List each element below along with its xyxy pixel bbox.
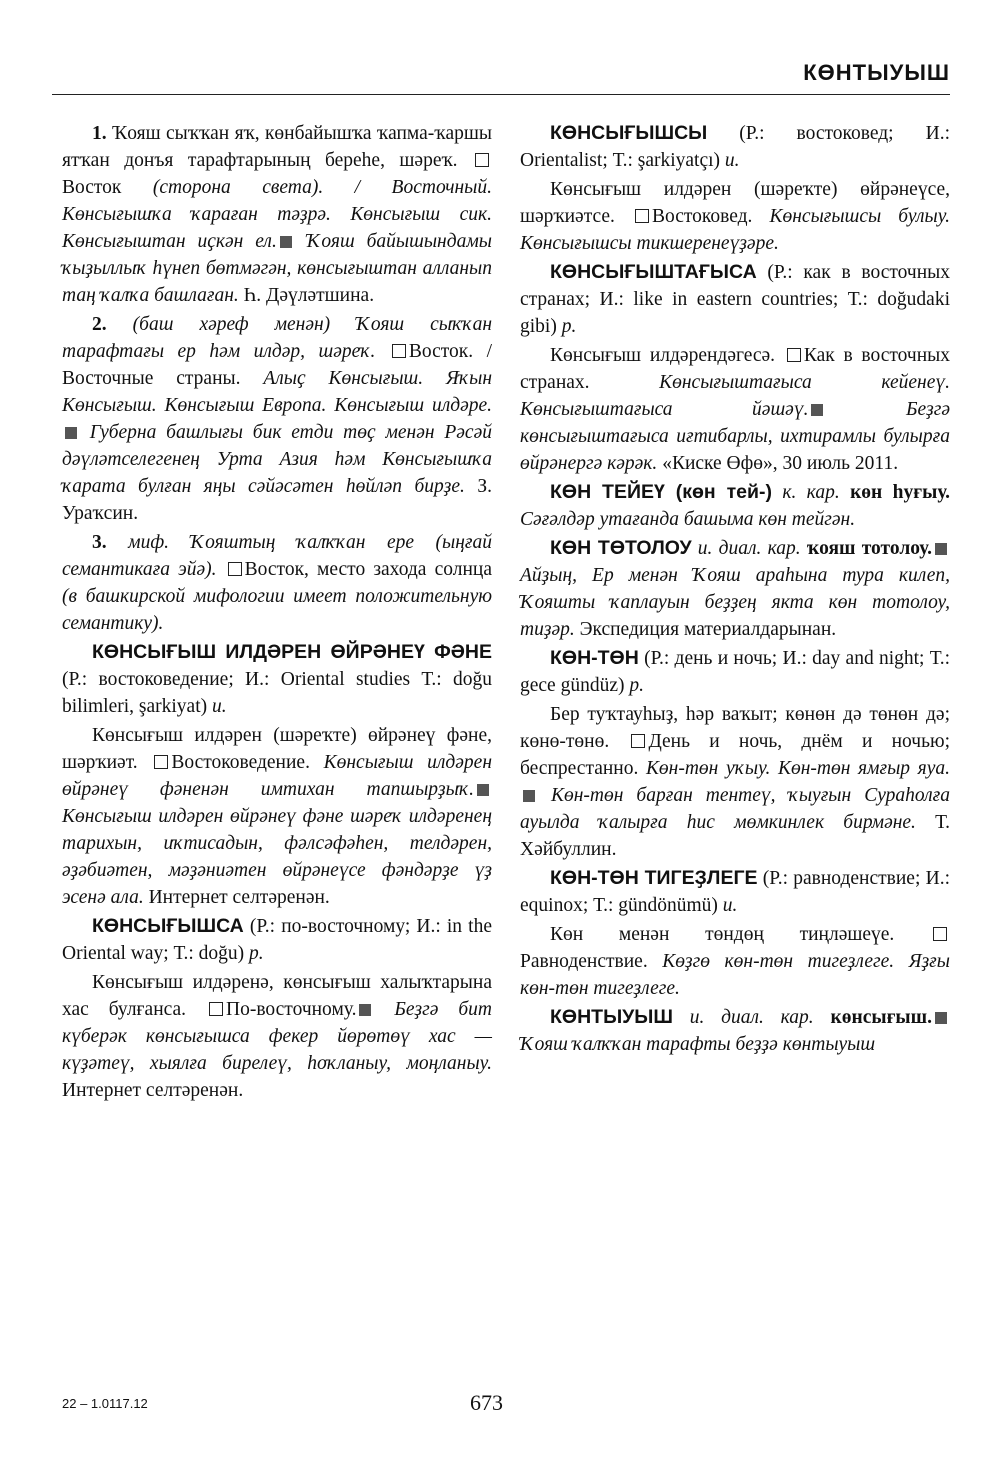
translations: (Р.: по-восточному; И.: in the Oriental way; Т.: doğu) [62,916,492,964]
entry-body [62,722,492,911]
translations: (Р.: равноденствие; И.: equinox; Т.: gündönümü) [520,868,950,916]
headword: КӨН-ТӨН [550,647,639,669]
entry-body [520,701,950,863]
definition: Көнсығыш илдәрендәгесә. [550,345,784,366]
translations: (Р.: востоковедение; И.: Oriental studies Т.: doğu bilimleri, şarkiyat) [62,669,492,717]
definition: Бер туҡтауһыҙ, һәр ваҡыт; көнөн дә төнөн дә; көнө-төнө. [520,704,950,752]
filled-square-icon [65,427,77,439]
translations: (Р.: востоковед; И.: Orientalist; Т.: şarkiyatçı) [520,123,950,171]
filled-square-icon [359,1004,371,1016]
definition: Көнсығыш илдәренә, көнсығыш халыҡтарына хас булғанса. [62,972,492,1020]
entry [520,535,950,643]
headword: КӨНСЫҒЫШТАҒЫСА [550,261,757,283]
translation-note: (в башкирской мифологии имеет положительную семантику). [62,586,492,634]
filled-square-icon [523,790,535,802]
definition: Көн менән төндөң тиңләшеүе. [550,924,930,945]
page-number: 673 [470,1390,503,1415]
part-of-speech: и. [724,150,740,171]
translations: (Р.: как в восточных странах; И.: like in eastern countries; Т.: doğudaki gibi) [520,262,950,337]
quote-source: Интернет селтәренән. [62,1080,244,1101]
example: Көнсығышҡа ҡараған тәҙрә. Көнсығыш сик. Көнсығыштан иҫкән ел. [62,204,492,252]
right-column [520,120,950,1060]
cross-reference: ҡояш тотолоу. [806,538,932,559]
headword: КӨНСЫҒЫШСА [92,915,244,937]
definition: Көнсығыш илдәрен (шәреҡте) өйрәнеү фәне, шәрҡиәт. [62,725,492,773]
example: Алыҫ Көнсығыш. Яҡын Көнсығыш. Көнсығыш Европа. Көнсығыш илдәре. [62,368,492,416]
example: Сәғәлдәр утағанда башыма көн тейгән. [520,509,856,530]
cross-reference: көнсығыш. [830,1007,932,1028]
square-icon [787,348,801,362]
square-icon [475,153,489,167]
quote-source: З. Ураҡсин. [62,476,492,524]
example: Көнсығыштағыса кейенеү. Көнсығыштағыса йәшәү. [520,372,950,420]
translation: Востоковед. [652,206,753,227]
square-icon [631,734,645,748]
entry [62,913,492,967]
quote: Губерна башлығы бик етди төҫ менән Рәсәй дәүләтселегенең Урта Азия һәм Көнсығышҡа ҡарата булған яңы сәйәсәтен һөйләп бирҙе. [62,422,492,497]
example: Көнсығыш илдәрен өйрәнеү фәненән имтихан тапшырҙыҡ. [62,752,492,800]
part-of-speech: и. [722,895,738,916]
translation: День и ночь, днём и ночью; беспрестанно. [520,731,950,779]
cross-reference: көн һуғыу. [850,482,950,503]
translation: Как в восточных странах. [520,345,951,393]
quote: Беҙгә бит күберәк көнсығышса фекер йөрөтөү хас — күҙәтеү, хыялға бирелеү, һоҡланыу, моңланыу. [62,999,493,1074]
quote: Көнсығыш илдәрен өйрәнеү фәне шәреҡ илдәренең тарихын, иҡтисадын, фәлсәфәһен, телдәрен, әҙәбиәтен, мәҙәниәтен өйрәнеүсе фәндәрҙе үҙ эсенә ала. [62,806,492,908]
translation: По-восточному. [226,999,357,1020]
sense-number: 2. [92,314,107,335]
quote: Ҡояш байышындамы ҡыҙыллыҡ һүнеп бөтмәгән, көнсығыштан алланып таң ҡалҡа башлаған. [62,231,492,306]
translations: (Р.: день и ночь; И.: day and night; Т.: gece gündüz) [520,648,950,696]
sense-3 [62,529,492,637]
headword: КӨНСЫҒЫШ ИЛДӘРЕН ӨЙРӘНЕҮ ФӘНЕ [92,641,492,663]
filled-square-icon [811,404,823,416]
quote-source: Т. Хәйбуллин. [520,812,950,860]
headword: КӨН-ТӨН ТИГЕҘЛЕГЕ [550,867,758,889]
sense-1 [62,120,492,309]
translation: Восток, место захода солнца [244,559,492,580]
quote-source: Интернет селтәренән. [143,887,330,908]
quote: Көн-төн барған тентеү, ҡыуғын Сураһолға ауылда ҡалырға һис мөмкинлек бирмәне. [520,785,950,833]
headword: КӨНТЫУЫШ [550,1006,673,1028]
entry-body [62,969,492,1104]
entry-body [520,176,950,257]
quote: Беҙгә көнсығыштағыса иғтибарлы, ихтирамлы булырға өйрәнергә кәрәк. [520,399,950,474]
entry [520,479,950,533]
quote: Айҙың, Ер менән Ҡояш араһына тура килеп, Ҡояшты ҡаплауын беҙҙең якта көн тотолоу, тиҙәр. [520,565,950,640]
definition: (баш хәреф менән) Ҡояш сыҡҡан тарафтағы ер һәм илдәр, шәреҡ. [62,314,492,362]
example: Көҙгө көн-төн тигеҙлеге. Яҙғы көн-төн тигеҙлеге. [520,951,950,999]
square-icon [154,755,168,769]
quote-source: Экспедиция материалдарынан. [574,619,837,640]
entry [520,120,950,174]
part-of-speech: р. [629,675,644,696]
label: к. кар. [771,482,851,503]
example: Көнсығышсы булыу. Көнсығышсы тикшеренеүҙәре. [520,206,950,254]
quote: Ҡояш ҡалҡҡан тарафты беҙҙә көнтыуыш [520,1034,876,1055]
square-icon [933,927,947,941]
example: Көн-төн уҡыу. Көн-төн ямғыр яуа. [638,758,950,779]
square-icon [209,1002,223,1016]
entry-body [520,921,950,1002]
definition: миф. Ҡояштың ҡалҡҡан ере (ыңғай семантикаға эйә). [62,532,492,580]
label: и. диал. кар. [672,1007,831,1028]
translation: Востоковедение. [171,752,310,773]
filled-square-icon [935,1012,947,1024]
square-icon [635,209,649,223]
entry-body [520,342,950,477]
translation: Восток [62,177,122,198]
square-icon [228,562,242,576]
filled-square-icon [935,543,947,555]
sense-2 [62,311,492,527]
sense-number: 1. [92,123,107,144]
definition: Ҡояш сыҡҡан яҡ, көнбайышҡа ҡапма-ҡаршы ятҡан донъя тарафтарының береһе, шәреҡ. [62,123,492,171]
translation-note: (сторона света). / Восточный. [121,177,492,198]
headword: КӨНСЫҒЫШСЫ [550,122,708,144]
label: и. диал. кар. [691,538,807,559]
translation-note: / Восточные страны. [62,341,492,389]
square-icon [392,344,406,358]
quote-source: Һ. Дәүләтшина. [238,285,375,306]
entry [520,1004,950,1058]
translation: Восток. [408,341,474,362]
entry [520,645,950,699]
headword: КӨН ТӨТОЛОУ [550,537,692,559]
signature-code: 22 – 1.0117.12 [62,1396,148,1411]
sense-number: 3. [92,532,107,553]
page-header [52,56,950,95]
entry [62,639,492,720]
filled-square-icon [280,236,292,248]
quote-source: «Киске Өфө», 30 июль 2011. [657,453,899,474]
part-of-speech: р. [561,316,577,337]
headword: КӨН ТЕЙЕҮ (көн тей-) [550,481,772,503]
translation: Равноденствие. [520,951,648,972]
part-of-speech: и. [212,696,227,717]
definition: Көнсығыш илдәрен (шәреҡте) өйрәнеүсе, шәрҡиәтсе. [520,179,950,227]
part-of-speech: р. [249,943,264,964]
entry [520,865,950,919]
left-column [62,120,492,1106]
filled-square-icon [477,784,489,796]
running-head: КӨНТЫУЫШ [803,60,950,85]
entry [520,259,950,340]
